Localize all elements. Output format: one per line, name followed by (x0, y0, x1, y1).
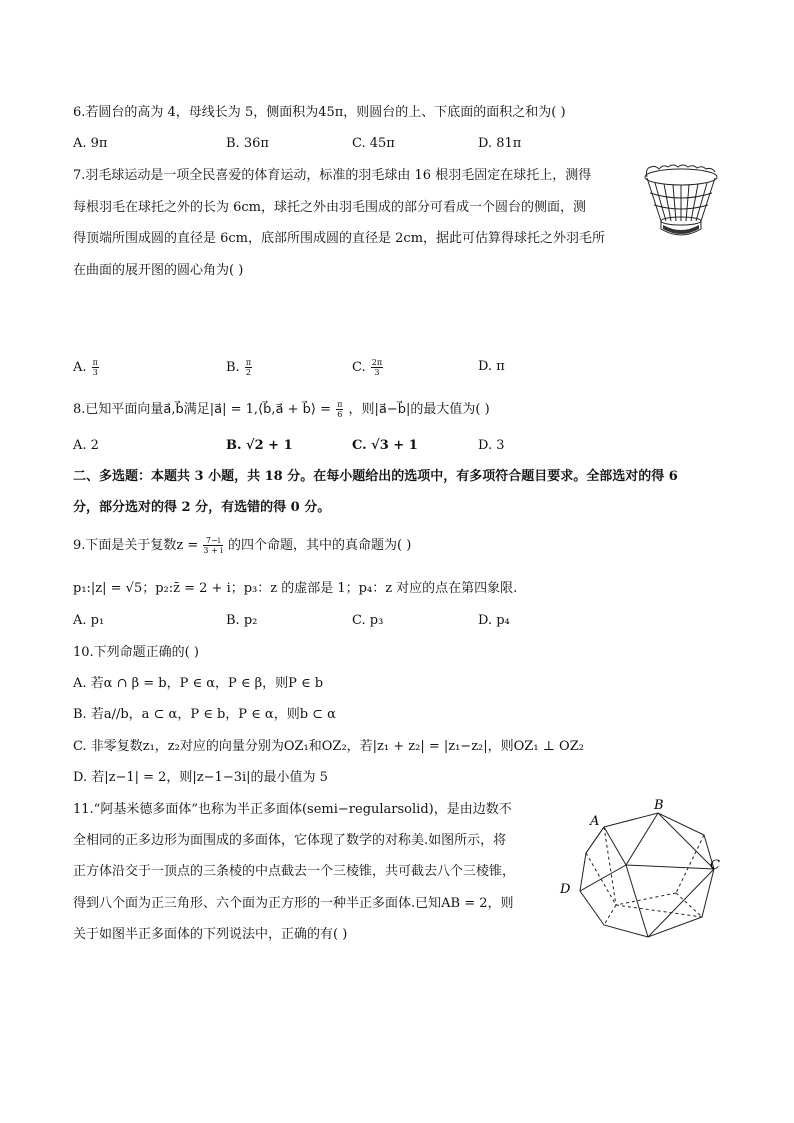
q11-line-5: 关于如图半正多面体的下列说法中，正确的有( ) (73, 927, 348, 942)
q9-option-c: C. p₃ (352, 613, 384, 628)
q9-stem-fraction (203, 536, 222, 555)
q9-stem-part-1: 9.下面是关于复数z = (73, 538, 199, 553)
q10-option-a: A. 若α ∩ β = b，P ∈ α，P ∈ β，则P ∈ b (73, 676, 324, 691)
figure-label-a: A (590, 814, 600, 829)
q8-stem-part-2: ，则|a⃗−b⃗|的最大值为( ) (348, 402, 490, 417)
q7-line-3: 得顶端所围成圆的直径是 6cm，底部所围成圆的直径是 2cm，据此可估算得球托之外羽毛所 (73, 231, 606, 246)
q7-option-a-den: 3 (92, 368, 98, 377)
q10-stem: 10.下列命题正确的( ) (73, 645, 199, 660)
q7-line-4: 在曲面的展开图的圆心角为( ) (73, 263, 244, 278)
q9-stem (73, 536, 411, 555)
q7-option-d (478, 358, 505, 376)
q7-option-b (226, 358, 253, 377)
q10-option-c: C. 非零复数z₁，z₂对应的向量分别为OZ₁和OZ₂，若|z₁ + z₂| = |z₁−z₂|，则OZ₁ ⊥ OZ₂ (73, 739, 584, 754)
q7-line-2: 每根羽毛在球托之外的长为 6cm，球托之外由羽毛围成的部分可看成一个圆台的侧面，测 (73, 200, 587, 215)
q8-option-d: D. 3 (478, 438, 505, 453)
q7-option-b-fraction (245, 358, 252, 377)
q6-stem: 6.若圆台的高为 4，母线长为 5，侧面积为45π，则圆台的上、下底面的面积之和为( ) (73, 105, 566, 120)
q11-line-3: 正方体沿交于一顶点的三条棱的中点截去一个三棱锥，共可截去八个三棱锥， (73, 864, 516, 879)
q8-option-b: B. √2 + 1 (226, 438, 293, 453)
q10-option-b: B. 若a//b，a ⊂ α，P ∈ b，P ∈ α，则b ⊂ α (73, 707, 336, 722)
q6-option-b: B. 36π (226, 136, 269, 151)
section2-line-1: 二、多选题：本题共 3 小题，共 18 分。在每小题给出的选项中，有多项符合题目要求。全部选对的得 6 (73, 469, 678, 484)
q9-frac-num: 7−i (203, 536, 222, 546)
q7-option-a-label: A. (73, 360, 87, 375)
q7-option-c-label: C. (352, 360, 366, 375)
q8-option-a: A. 2 (73, 438, 99, 453)
q10-option-d: D. 若|z−1| = 2，则|z−1−3i|的最小值为 5 (73, 770, 328, 785)
q9-frac-den: 3 + i (203, 546, 223, 555)
q11-line-2: 全相同的正多边形为面围成的多面体，它体现了数学的对称美.如图所示，将 (73, 833, 507, 848)
q7-option-c-num: 2π (371, 358, 383, 367)
figure-label-b: B (654, 798, 664, 813)
q9-option-d: D. p₄ (478, 613, 510, 628)
q7-option-a (73, 358, 100, 377)
q9-stem-part-2: 的四个命题，其中的真命题为( ) (228, 538, 412, 553)
q6-option-c: C. 45π (352, 136, 395, 151)
q7-option-a-num: π (92, 358, 98, 367)
q7-option-d-label: D. (478, 359, 493, 374)
q8-stem-fraction (336, 400, 343, 419)
q8-stem (73, 400, 490, 419)
figure-label-c: C (710, 858, 720, 873)
q8-stem-part-1: 8.已知平面向量a⃗,b⃗满足|a⃗| = 1,⟨b⃗,a⃗ + b⃗⟩ = (73, 402, 331, 417)
q8-option-c: C. √3 + 1 (352, 438, 418, 453)
q6-option-a: A. 9π (73, 136, 108, 151)
shuttlecock-figure (641, 163, 721, 241)
q7-option-c-den: 3 (374, 368, 380, 377)
q11-line-1: 11.“阿基米德多面体”也称为半正多面体(semi−regularsolid)，是由边数不 (73, 802, 512, 817)
q8-frac-num: π (337, 400, 343, 409)
q9-option-b: B. p₂ (226, 613, 258, 628)
q7-option-d-value: π (496, 359, 505, 374)
q9-propositions: p₁:|z| = √5；p₂:z̄ = 2 + i；p₃：z 的虚部是 1；p₄：z 对应的点在第四象限. (73, 581, 518, 596)
q9-option-a: A. p₁ (73, 613, 105, 628)
q7-option-c (352, 358, 384, 377)
q7-option-b-den: 2 (245, 368, 251, 377)
q7-option-c-fraction (371, 358, 383, 377)
q11-line-4: 得到八个面为正三角形、六个面为正方形的一种半正多面体.已知AB = 2，则 (73, 896, 514, 911)
polyhedron-figure (556, 795, 731, 945)
q8-frac-den: 6 (337, 410, 343, 419)
figure-label-d: D (560, 882, 571, 897)
q7-option-a-fraction (92, 358, 99, 377)
q7-option-b-label: B. (226, 360, 240, 375)
q7-option-b-num: π (245, 358, 252, 367)
section2-line-2: 分，部分选对的得 2 分，有选错的得 0 分。 (73, 500, 331, 515)
q7-line-1: 7.羽毛球运动是一项全民喜爱的体育运动，标准的羽毛球由 16 根羽毛固定在球托上，测得 (73, 168, 592, 183)
q6-option-d: D. 81π (478, 136, 522, 151)
